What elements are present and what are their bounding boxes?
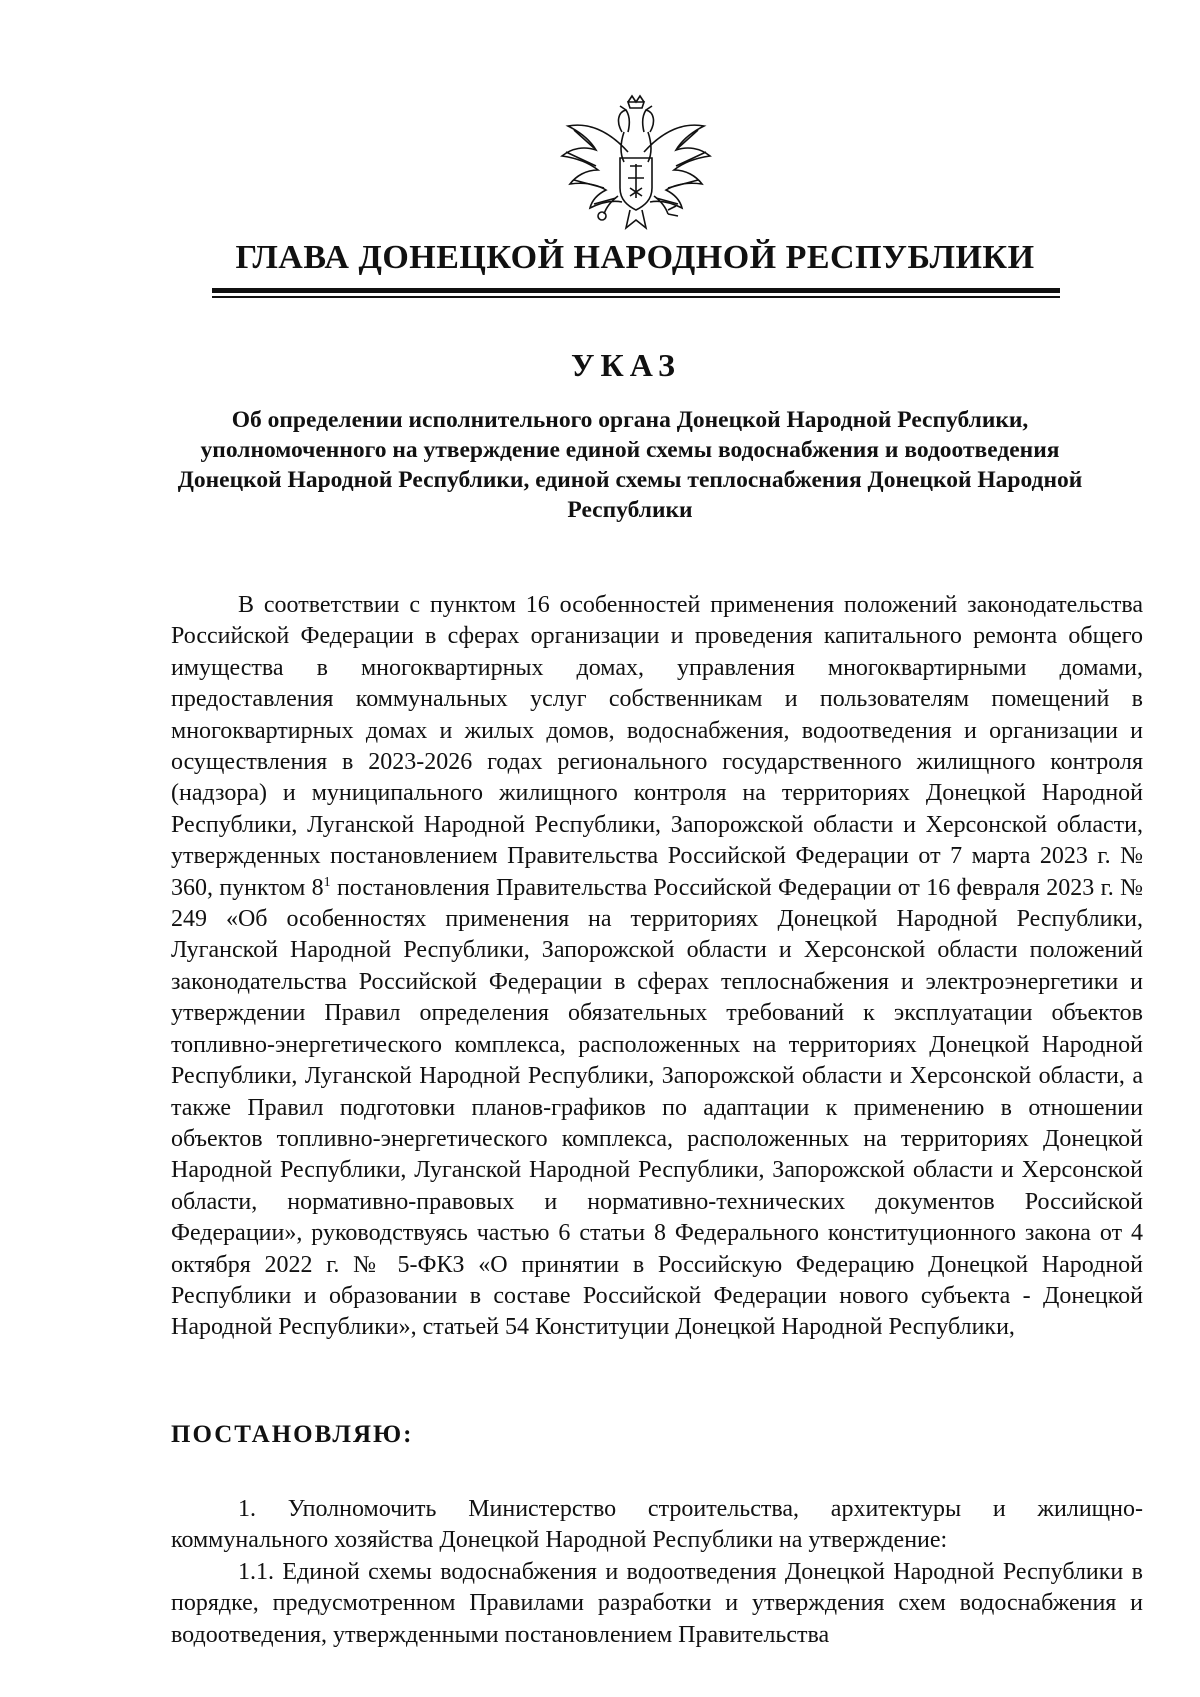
issuer-title: ГЛАВА ДОНЕЦКОЙ НАРОДНОЙ РЕСПУБЛИКИ (235, 239, 1035, 276)
double-headed-eagle-icon (550, 92, 722, 240)
document-subject: Об определении исполнительного органа Донецкой Народной Республики, уполномоченного на утверждение единой схемы водоснабжения и водоотведения Донецкой Народной Республики, единой схемы теплоснабжения Донецкой Народной Республики (177, 407, 1083, 523)
clause-1: 1. Уполномочить Министерство строительства, архитектуры и жилищно-коммунального хозяйства Донецкой Народной Республики на утверждение: (171, 1496, 1143, 1554)
decree-clauses (171, 1494, 1143, 1651)
header-divider-thin (212, 296, 1060, 298)
clause-1-1: 1.1. Единой схемы водоснабжения и водоотведения Донецкой Народной Республики в порядке, предусмотренном Правилами разработки и утверждения схем водоснабжения и водоотведения, утвержденными постановлением Правительства (171, 1558, 1143, 1648)
document-type-heading: УКАЗ (571, 347, 681, 383)
preamble-text-part1: В соответствии с пунктом 16 особенностей применения положений законодательства Российской Федерации в сферах организации и проведения капитального ремонта общего имущества в многоквартирных домах, управления многоквартирными домами, предоставления коммунальных услуг собственникам и пользователям помещений в многоквартирных домах и жилых домов, водоснабжения, водоотведения и организации и осуществления в 2023-2026 годах регионального государственного жилищного контроля (надзора) и муниципального жилищного контроля на территориях Донецкой Народной Республики, Луганской Народной Республики, Запорожской области и Херсонской области, утвержденных постановлением Правительства Российской Федерации от 7 марта 2023 г. № 360, пунктом 8 (171, 592, 1143, 901)
preamble-paragraph (171, 590, 1143, 1344)
preamble-text-part2: постановления Правительства Российской Федерации от 16 февраля 2023 г. № 249 «Об особенностях применения на территориях Донецкой Народной Республики, Луганской Народной Республики, Запорожской области и Херсонской области положений законодательства Российской Федерации в сферах теплоснабжения и электроэнергетики и утверждении Правил определения обязательных требований к эксплуатации объектов топливно-энергетического комплекса, расположенных на территориях Донецкой Народной Республики, Луганской Народной Республики, Запорожской области и Херсонской области, а также Правил подготовки планов-графиков по адаптации к применению в отношении объектов топливно-энергетического комплекса, расположенных на территориях Донецкой Народной Республики, Луганской Народной Республики, Запорожской области и Херсонской области, нормативно-правовых и нормативно-технических документов Российской Федерации», руководствуясь частью 6 статьи 8 Федерального конституционного закона от 4 октября 2022 г. № 5-ФКЗ «О принятии в Российскую Федерацию Донецкой Народной Республики и образовании в составе Российской Федерации нового субъекта - Донецкой Народной Республики», статьей 54 Конституции Донецкой Народной Республики, (171, 874, 1143, 1341)
coat-of-arms-emblem (550, 92, 722, 240)
header-divider-thick (212, 288, 1060, 293)
decree-operative-word: ПОСТАНОВЛЯЮ: (171, 1421, 414, 1448)
preamble-superscript: 1 (323, 874, 331, 890)
